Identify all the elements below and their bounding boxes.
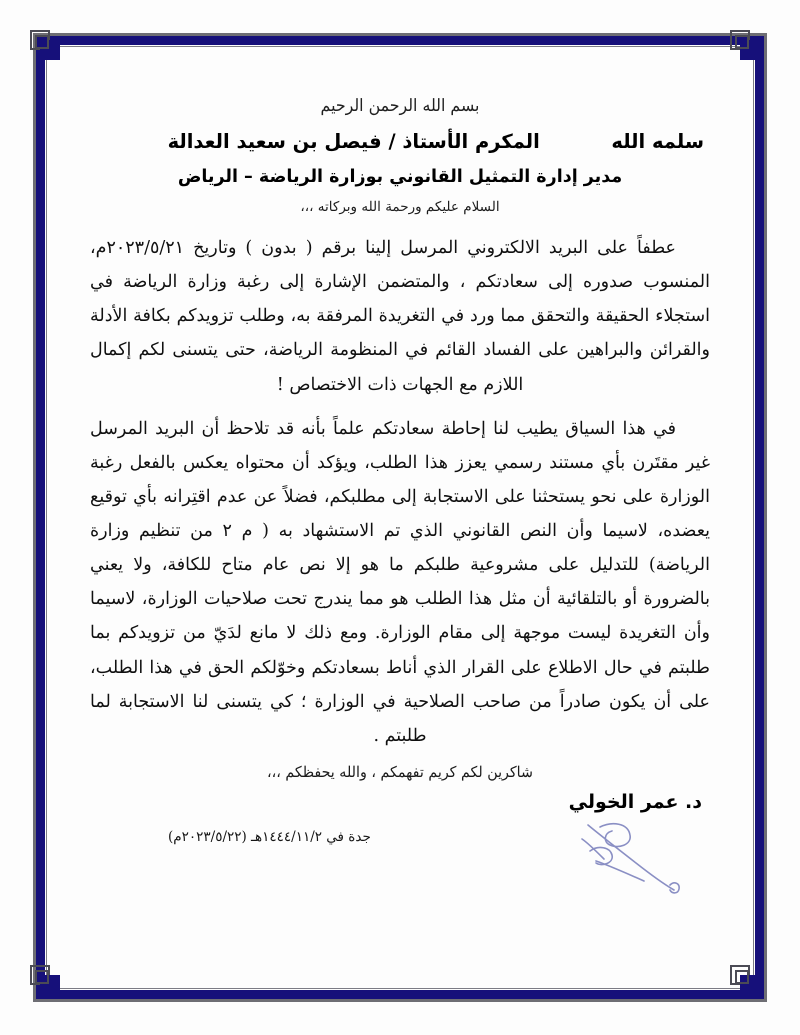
addressee-name: المكرم الأستاذ / فيصل بن سعيد العدالة <box>167 130 540 153</box>
date-line: جدة في ١٤٤٤/١١/٢هـ (٢٠٢٣/٥/٢٢م) <box>168 828 371 845</box>
closing-line: شاكرين لكم كريم تفهمكم ، والله يحفظكم ،،، <box>267 762 533 781</box>
corner-knot-icon-bottom-left <box>30 965 70 1005</box>
addressee-title: مدير إدارة التمثيل القانوني بوزارة الرياضة – الرياض <box>177 167 623 187</box>
corner-knot-icon-bottom-right <box>730 965 770 1005</box>
salutation-line: السلام عليكم ورحمة الله وبركاته ،،، <box>300 199 500 215</box>
handwritten-signature-icon <box>574 815 694 900</box>
corner-knot-icon-top-right <box>730 30 770 70</box>
signature-block <box>90 785 710 905</box>
addressee-honorific: سلمه الله <box>611 130 704 153</box>
corner-knot-icon-top-left <box>30 30 70 70</box>
basmala-heading: بسم الله الرحمن الرحيم <box>320 96 480 116</box>
signer-name: د. عمر الخولي <box>568 790 702 813</box>
letter-content <box>90 86 710 965</box>
body-paragraph-1: عطفاً على البريد الالكتروني المرسل إلينا برقم ( بدون ) وتاريخ ٢٠٢٣/٥/٢١م، المنسوب صدوره إلى سعادتكم ، والمتضمن الإشارة إلى رغبة وزارة الرياضة في استجلاء الحقيقة والتحقق مما ورد في التغريدة المرفقة به، وطلب تزويدكم بكافة الأدلة والقرائن والبراهين على الفساد القائم في المنظومة الرياضة، حتى يتسنى لكم إكمال اللازم مع الجهات ذات الاختصاص ! <box>90 238 710 395</box>
body-paragraph-2: في هذا السياق يطيب لنا إحاطة سعادتكم علماً بأنه قد تلاحظ أن البريد المرسل غير مقتَرن بأي مستند رسمي يعزز هذا الطلب، ويؤكد أن محتواه يعكس بالفعل رغبة الوزارة على نحو يستحثنا على الاستجابة إلى مطلبكم، فضلاً عن عدم اقتِرانه بأي توقيع يعضده، لاسيما وأن النص القانوني الذي تم الاستشهاد به ( م ٢ من تنظيم وزارة الرياضة) للتدليل على مشروعية طلبكم ما هو إلا نص عام متاح للكافة، ولا يعني بالضرورة أو بالتلقائية أن مثل هذا الطلب هو مما يندرج تحت صلاحيات الوزارة، لاسيما وأن التغريدة ليست موجهة إلى مقام الوزارة. ومع ذلك لا مانع لدَيّ من تزويدكم بما طلبتم في حال الاطلاع على القرار الذي أناط بسعادتكم وخوّلكم الحق في هذا الطلب، على أن يكون صادراً من صاحب الصلاحية في الوزارة ؛ كي يتسنى لنا الاستجابة لما طلبتم . <box>90 418 711 746</box>
addressee-line <box>90 130 710 153</box>
